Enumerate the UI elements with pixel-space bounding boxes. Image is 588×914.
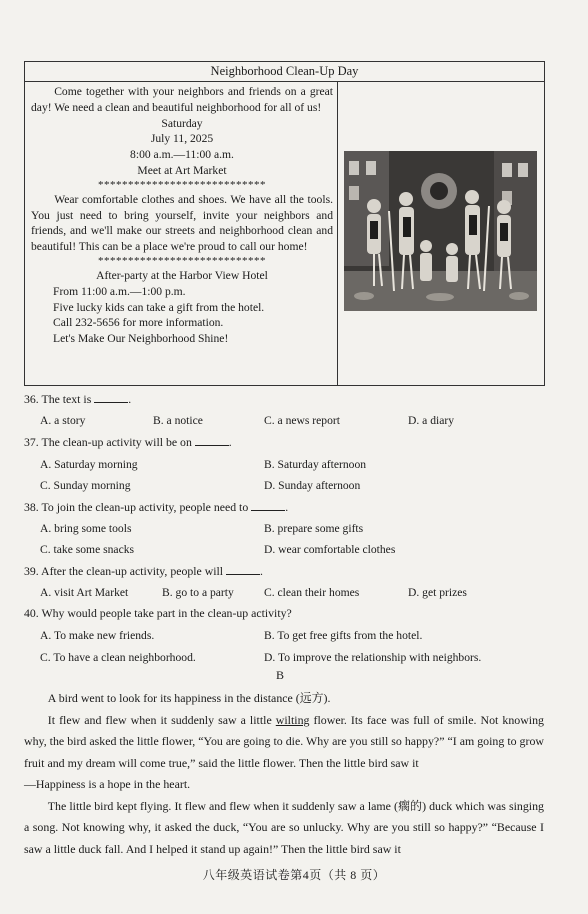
notice-box xyxy=(24,61,545,386)
passage-text: It flew and flew when it suddenly saw a little xyxy=(47,712,276,727)
option-c: C. To have a clean neighborhood. xyxy=(40,651,196,664)
underlined-word: wilting xyxy=(275,712,310,727)
option-d: D. a diary xyxy=(408,414,455,427)
question-stem-end: . xyxy=(128,392,132,406)
notice-slogan: Let's Make Our Neighborhood Shine! xyxy=(53,332,229,346)
option-b: B. a notice xyxy=(153,414,203,427)
notice-day: Saturday xyxy=(161,116,203,130)
answer-blank xyxy=(94,392,128,403)
question-stem: 36. The text is xyxy=(24,392,95,406)
option-a: A. To make new friends. xyxy=(40,629,155,642)
answer-blank xyxy=(195,435,229,446)
answer-blank xyxy=(251,500,285,511)
question-stem-end: . xyxy=(260,564,263,578)
option-b: B. go to a party xyxy=(162,586,234,599)
option-a: A. Saturday morning xyxy=(40,458,138,471)
option-d: D. wear comfortable clothes xyxy=(264,543,396,556)
passage-text: flower. Its face was full of smile. Not knowing why, the bird asked the little flower, “You are going to die. Why are you still so happy?” “I am going to grow fruit and my dream will come true,” said the little flower. Then the little bird saw it xyxy=(24,712,544,770)
option-a: A. bring some tools xyxy=(40,522,132,535)
question-39 xyxy=(24,564,263,579)
notice-intro: Come together with your neighbors and friends on a great day! We need a clean and beautiful neighborhood for all of us! xyxy=(31,85,333,114)
option-a: A. a story xyxy=(40,414,86,427)
stars-divider: **************************** xyxy=(98,178,266,191)
cleanup-illustration xyxy=(344,151,537,311)
passage-paragraph: The little bird kept flying. It flew and flew when it suddenly saw a lame (瘸的) duck which was singing a song. Not knowing why, it asked the duck, “You are so unlucky. Why are you still so happy?” “Because I saw a little duck fall. And I helped it stand up again!” Then the little bird saw it xyxy=(24,798,544,856)
notice-title: Neighborhood Clean-Up Day xyxy=(25,62,544,82)
option-d: D. get prizes xyxy=(408,586,467,599)
edge-mark xyxy=(577,852,585,892)
option-c: C. clean their homes xyxy=(264,586,360,599)
question-38 xyxy=(24,500,288,515)
passage-paragraph: A bird went to look for its happiness in the distance (远方). xyxy=(47,691,331,705)
notice-call: Call 232-5656 for more information. xyxy=(53,316,224,330)
passage-paragraph: —Happiness is a hope in the heart. xyxy=(24,777,191,791)
option-c: C. a news report xyxy=(264,414,340,427)
passage-paragraph xyxy=(24,710,544,775)
option-d: D. To improve the relationship with neighbors. xyxy=(264,651,482,664)
option-b: B. Saturday afternoon xyxy=(264,458,367,471)
question-stem: 37. The clean-up activity will be on xyxy=(24,435,195,449)
option-c: C. Sunday morning xyxy=(40,479,131,492)
notice-gift: Five lucky kids can take a gift from the hotel. xyxy=(53,300,265,314)
question-36 xyxy=(24,392,131,407)
option-c: C. take some snacks xyxy=(40,543,135,556)
answer-blank xyxy=(226,564,260,575)
notice-date: July 11, 2025 xyxy=(150,132,214,146)
notice-place: Meet at Art Market xyxy=(137,163,227,177)
question-37 xyxy=(24,435,232,450)
question-40 xyxy=(24,606,292,621)
question-stem: 39. After the clean-up activity, people will xyxy=(24,564,227,578)
option-b: B. To get free gifts from the hotel. xyxy=(264,629,423,642)
page-footer: 八年级英语试卷第4页（共 8 页） xyxy=(202,868,386,882)
reading-passage xyxy=(24,688,544,860)
option-d: D. Sunday afternoon xyxy=(264,479,361,492)
notice-details: Wear comfortable clothes and shoes. We have all the tools. You just need to bring yourself, invite your neighbors and friends, and we'll make our streets and neighborhood clean and beautiful! This can be a place we're proud to call our home! xyxy=(31,192,333,254)
notice-party-time: From 11:00 a.m.—1:00 p.m. xyxy=(53,284,186,298)
section-heading: B xyxy=(276,668,285,682)
question-stem-end: . xyxy=(285,500,289,514)
question-stem: 38. To join the clean-up activity, people need to xyxy=(24,500,252,514)
notice-time: 8:00 a.m.—11:00 a.m. xyxy=(130,148,234,162)
notice-party: After-party at the Harbor View Hotel xyxy=(96,268,268,282)
question-stem: 40. Why would people take part in the clean-up activity? xyxy=(24,606,292,620)
question-stem-end: . xyxy=(228,435,232,449)
option-b: B. prepare some gifts xyxy=(264,522,364,535)
stars-divider: **************************** xyxy=(98,254,266,267)
notice-text xyxy=(25,82,338,385)
option-a: A. visit Art Market xyxy=(40,586,129,599)
